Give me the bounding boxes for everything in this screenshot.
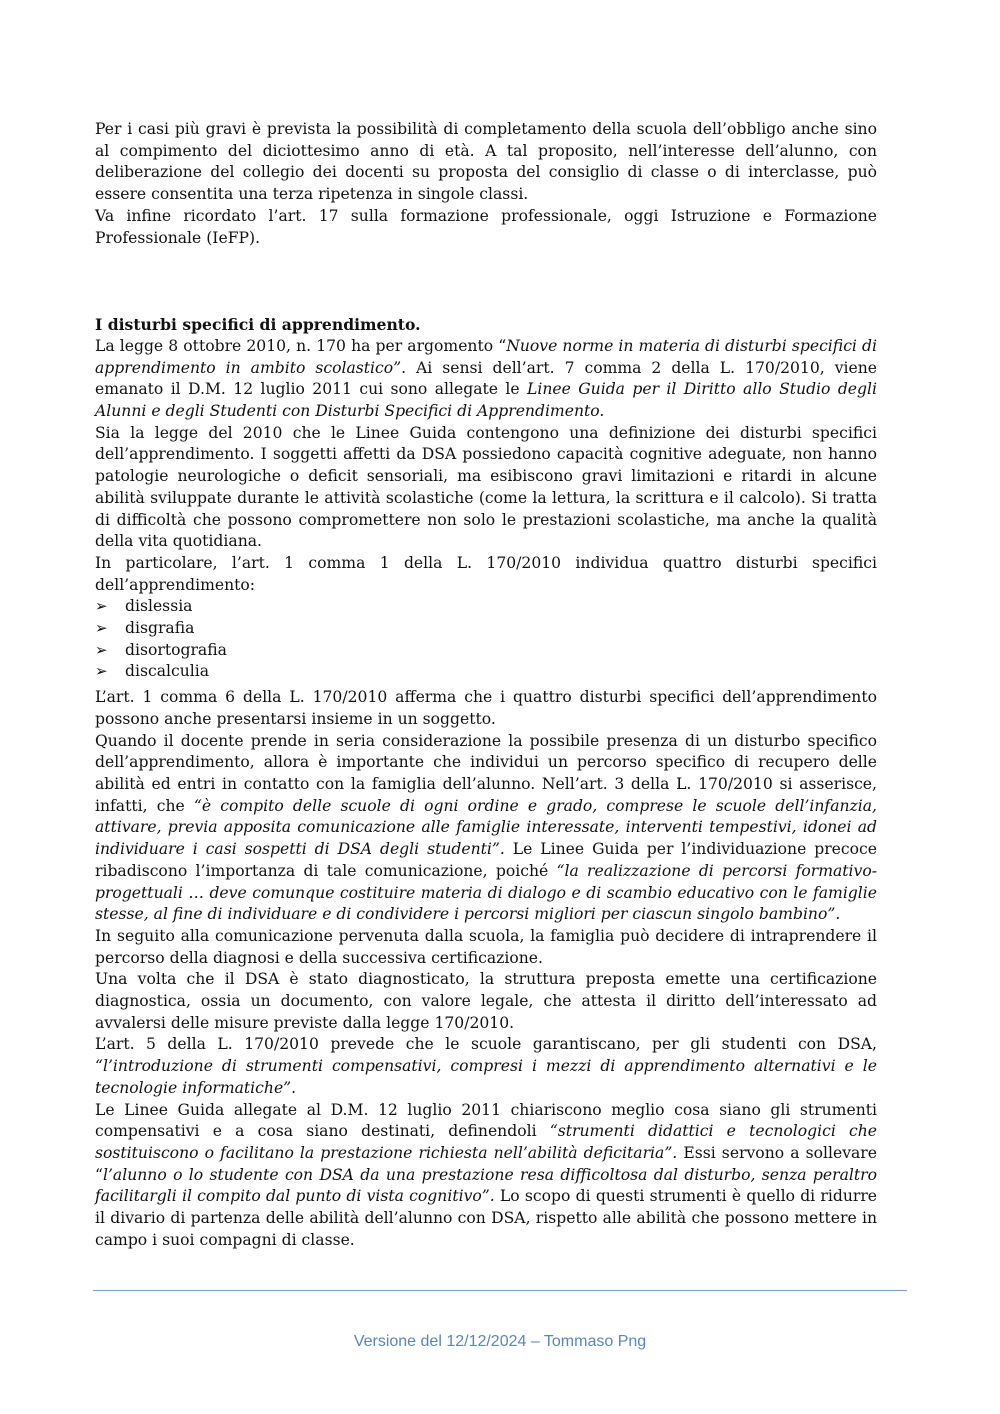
- text-run: Lo scopo di questi strumenti è quello di ridurre il divario di partenza delle abilità dell’alunno con DSA, rispetto alle abilità che possono mettere in campo i suoi compagni di classe.: [95, 1187, 877, 1249]
- paragraph-legge-170: [95, 336, 877, 423]
- footer-divider: [93, 1290, 907, 1291]
- list-item: ➢ disortografia: [95, 640, 877, 662]
- paragraph-famiglia: In seguito alla comunicazione pervenuta dalla scuola, la famiglia può decidere di intraprendere il percorso della diagnosi e della successiva certificazione.: [95, 926, 877, 967]
- list-item: ➢ disgrafia: [95, 618, 877, 640]
- italic-run: “l’introduzione di strumenti compensativi, compresi i mezzi di apprendimento alternativi e le tecnologie informatiche”.: [95, 1057, 877, 1097]
- section-gap: [95, 249, 877, 314]
- text-run: Le Linee Guida allegate al D.M. 12 luglio 2011 chiariscono meglio cosa siano gli strumenti compensativi e a cosa siano destinati, definendoli: [95, 1100, 877, 1141]
- italic-run: l’alunno o lo studente con DSA da una prestazione resa difficoltosa dal disturbo, senza peraltro facilitargli il compito dal punto di vista cognitivo”.: [95, 1165, 877, 1206]
- paragraph-art-5: [95, 1034, 877, 1099]
- italic-run: “strumenti didattici e tecnologici che sostituiscono o facilitano la prestazione richiesta nell’abilità deficitaria”.: [95, 1122, 877, 1162]
- text-run: Essi servono a sollevare “: [95, 1143, 877, 1184]
- list-item: ➢ discalculia: [95, 661, 877, 683]
- text-run: Ai sensi dell’art. 7 comma 2 della L. 170/2010, viene emanato il D.M. 12 luglio 2011 cui sono allegate le: [95, 358, 877, 399]
- list-item: ➢ dislessia: [95, 596, 877, 618]
- paragraph-certificazione: Una volta che il DSA è stato diagnosticato, la struttura preposta emette una certificazione diagnostica, ossia un documento, con valore legale, che attesta il diritto dell’interessato ad avvalersi delle misure previste dalla legge 170/2010.: [95, 970, 877, 1032]
- paragraph-comma-6: L’art. 1 comma 6 della L. 170/2010 afferma che i quattro disturbi specifici dell’apprendimento possono anche presentarsi insieme in un soggetto.: [95, 688, 877, 728]
- disorders-list: [95, 596, 877, 683]
- paragraph-docente: [95, 731, 877, 926]
- paragraph-definizione: Sia la legge del 2010 che le Linee Guida contengono una definizione dei disturbi specifici dell’apprendimento. I soggetti affetti da DSA possiedono capacità cognitive adeguate, non hanno patologie neurologiche o deficit sensoriali, ma esibiscono gravi limitazioni e ritardi in alcune abilità sviluppate durante le attività scolastiche (come la lettura, la scrittura e il calcolo). Si tratta di difficoltà che possono compromettere non solo le prestazioni scolastiche, ma anche la qualità della vita quotidiana.: [95, 423, 877, 551]
- text-run: Le Linee Guida per l’individuazione precoce ribadiscono l’importanza di tale comunicazione, poiché: [95, 840, 877, 880]
- document-body: [95, 119, 877, 1251]
- paragraph-obbligo: Per i casi più gravi è prevista la possibilità di completamento della scuola dell’obbligo anche sino al compimento del diciottesimo anno di età. A tal proposito, nell’interesse dell’alunno, con deliberazione del collegio dei docenti su proposta del consiglio di classe o di interclasse, può essere consentita una terza ripetenza in singole classi.: [95, 120, 877, 204]
- text-run: La legge 8 ottobre 2010, n. 170 ha per argomento “: [95, 336, 507, 355]
- text-run: L’art. 5 della L. 170/2010 prevede che le scuole garantiscano, per gli studenti con DSA,: [95, 1035, 877, 1054]
- paragraph-quattro-disturbi: In particolare, l’art. 1 comma 1 della L. 170/2010 individua quattro disturbi specifici dell’apprendimento:: [95, 553, 877, 594]
- paragraph-iefp: Va infine ricordato l’art. 17 sulla formazione professionale, oggi Istruzione e Formazione Professionale (IeFP).: [95, 206, 877, 247]
- italic-run: Nuove norme in materia di disturbi specifici di apprendimento in ambito scolastico”.: [95, 336, 877, 377]
- paragraph-strumenti-compensativi: [95, 1100, 877, 1252]
- italic-run: Linee Guida per il Diritto allo Studio degli Alunni e degli Studenti con Disturbi Specifici di Apprendimento.: [95, 380, 877, 421]
- text-run: Quando il docente prende in seria considerazione la possibile presenza di un disturbo specifico dell’apprendimento, allora è importante che individui un percorso specifico di recupero delle abilità ed entri in contatto con la famiglia dell’alunno. Nell’art. 3 della L. 170/2010 si asserisce, infatti, che: [95, 731, 877, 815]
- section-heading: I disturbi specifici di apprendimento.: [95, 315, 421, 335]
- footer-version: Versione del 12/12/2024 – Tommaso Png: [353, 1333, 647, 1350]
- italic-run: “è compito delle scuole di ogni ordine e grado, comprese le scuole dell’infanzia, attivare, previa apposita comunicazione alle famiglie interessate, interventi tempestivi, idonei ad individuare i casi sospetti di DSA degli studenti”.: [95, 796, 877, 859]
- italic-run: “la realizzazione di percorsi formativo-progettuali … deve comunque costituire materia di dialogo e di scambio educativo con le famiglie stesse, al fine di individuare e di condividere i percorsi migliori per ciascun singolo bambino”.: [95, 861, 877, 924]
